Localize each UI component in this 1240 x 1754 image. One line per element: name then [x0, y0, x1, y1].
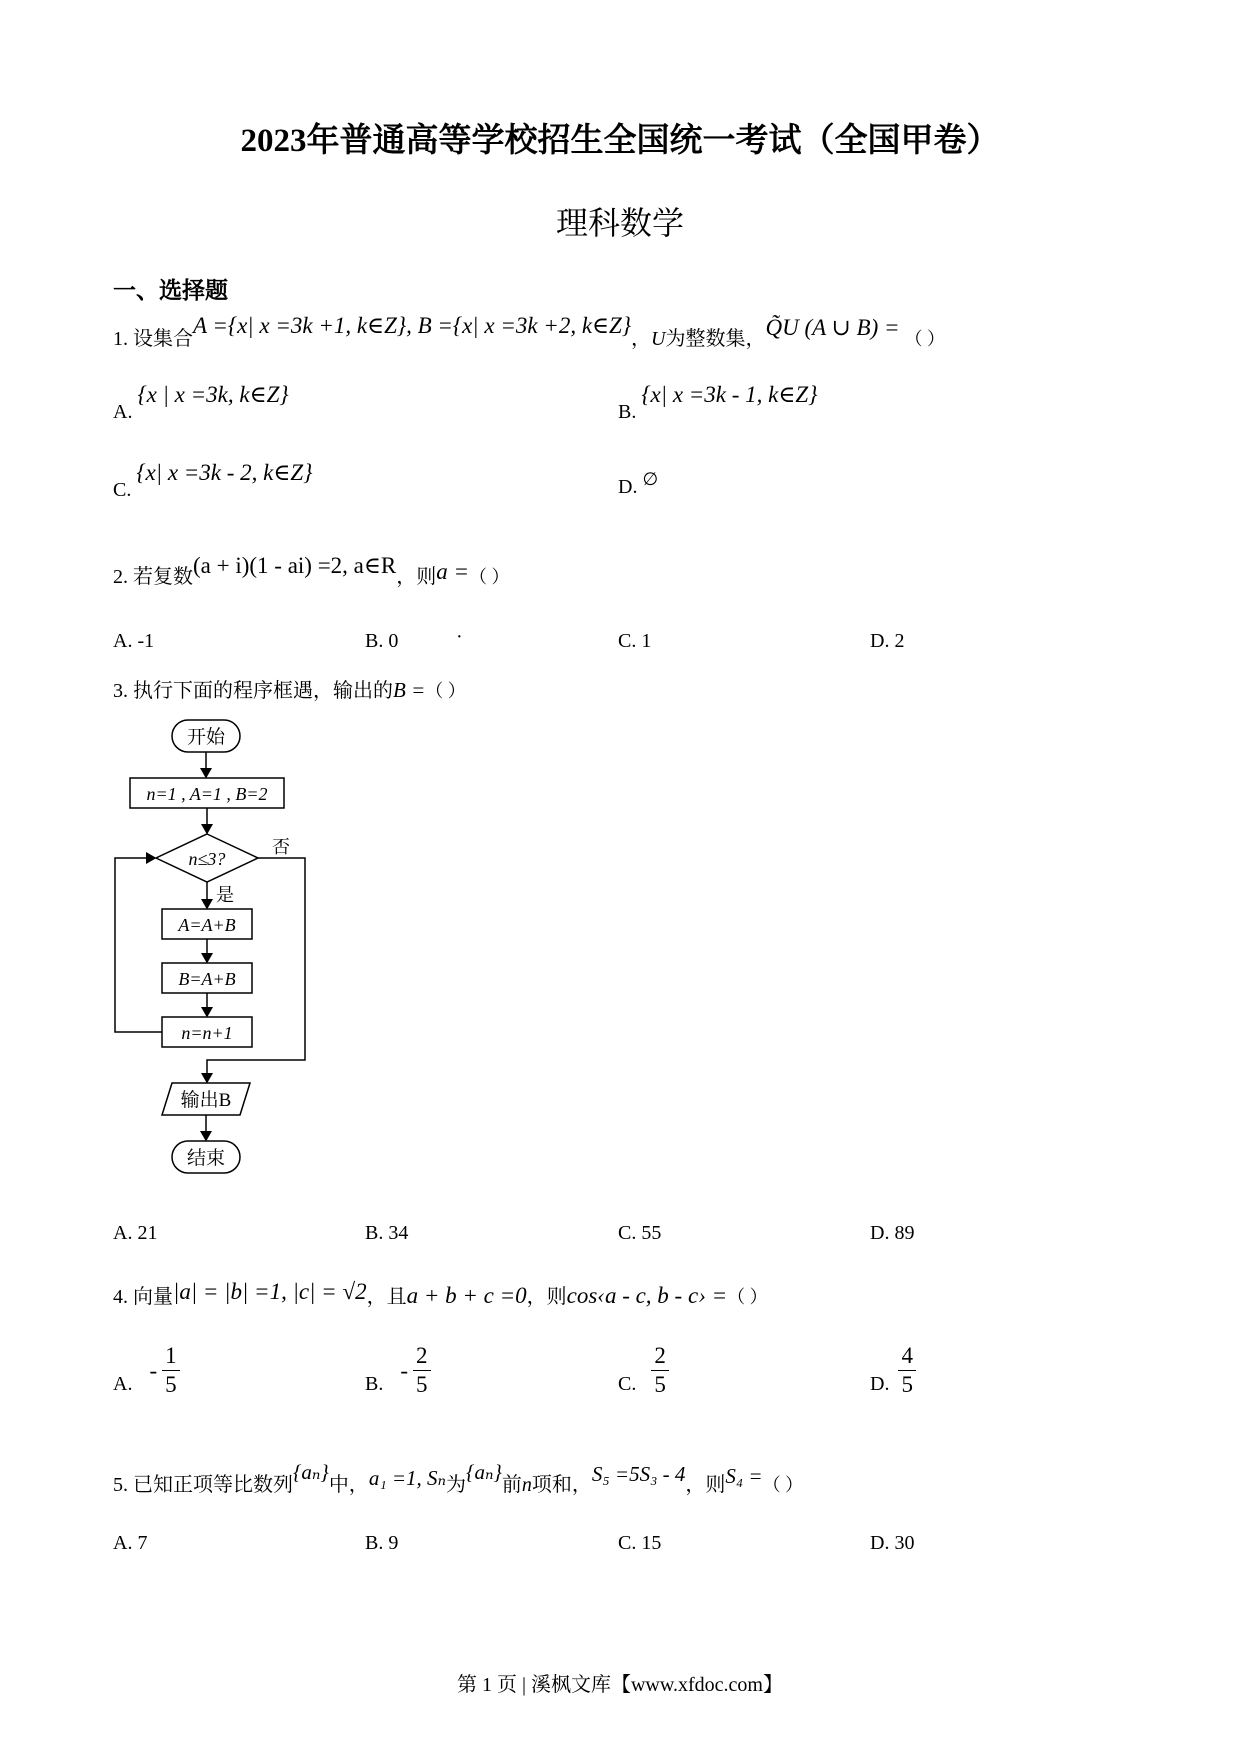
q3-option-c: C. 55: [618, 1222, 662, 1244]
q2-complex-formula: (a + i)(1 - ai) =2, a∈R: [193, 553, 397, 578]
flow-start-label: 开始: [186, 727, 226, 748]
question-1-stem: [113, 313, 946, 351]
q1-option-b-formula: {x| x =3k - 1, k∈Z}: [641, 382, 818, 407]
q5-seq-formula-2: {aₙ}: [466, 1460, 502, 1484]
q4-option-a-denominator: 5: [165, 1372, 177, 1397]
q1-option-a-label: A.: [113, 401, 133, 423]
q4-option-d-fraction: [898, 1342, 916, 1399]
q5-answer-paren: （ ）: [762, 1475, 804, 1495]
q5-option-c: C. 15: [618, 1532, 662, 1554]
q2-stem-text: ，则: [396, 566, 437, 588]
q1-option-d-formula: ∅: [642, 469, 659, 489]
q5-stem-text3: 前: [501, 1474, 522, 1496]
q4-option-b: [365, 1342, 431, 1399]
q5-stem-text2: 为: [446, 1474, 467, 1496]
q4-option-a-numerator: 1: [162, 1342, 180, 1371]
q1-option-d-label: D.: [618, 476, 638, 498]
q1-stem-prefix: 1. 设集合: [113, 328, 193, 350]
q2-option-b: B. 0: [365, 630, 399, 652]
q1-option-c: [113, 460, 313, 502]
q4-option-a-sign: -: [149, 1357, 158, 1383]
q4-option-a-label: A.: [113, 1373, 133, 1395]
q4-option-c-label: C.: [618, 1373, 637, 1395]
q1-stem-text: 为整数集，: [665, 328, 766, 350]
question-2-stem: [113, 553, 510, 589]
q3-option-d: D. 89: [870, 1222, 915, 1244]
q4-option-c-denominator: 5: [654, 1372, 666, 1397]
q4-stem-prefix: 4. 向量: [113, 1286, 173, 1308]
q1-option-b: [618, 382, 818, 424]
flow-loop-back: [115, 858, 162, 1032]
question-4-stem: [113, 1280, 768, 1309]
q4-option-d-label: D.: [870, 1373, 890, 1395]
q3-b-formula: B =: [393, 678, 426, 702]
question-5-stem: [113, 1460, 804, 1497]
flow-output-label: 输出B: [180, 1090, 232, 1111]
flow-init-label: n=1 , A=1 , B=2: [146, 784, 268, 804]
q1-option-c-label: C.: [113, 479, 132, 501]
q4-option-b-numerator: 2: [413, 1342, 431, 1371]
q3-option-b: B. 34: [365, 1222, 409, 1244]
q2-answer-paren: （ ）: [469, 567, 510, 587]
q2-option-c: C. 1: [618, 630, 652, 652]
flow-no-label: 否: [272, 837, 290, 857]
q4-option-b-sign: -: [400, 1357, 409, 1383]
q4-answer-paren: （ ）: [727, 1287, 768, 1307]
q4-option-c: [618, 1342, 669, 1399]
q3-option-a: A. 21: [113, 1222, 158, 1244]
page-title: 2023年普通高等学校招生全国统一考试（全国甲卷）: [240, 123, 1000, 159]
q1-complement-formula: Q̃U (A ∪ B) =: [765, 315, 900, 340]
q5-stem-text4: 项和，: [531, 1474, 592, 1496]
q4-sum-formula: a + b + c =0: [406, 1283, 527, 1308]
q1-option-a: [113, 382, 289, 424]
q4-option-b-denominator: 5: [416, 1372, 428, 1397]
q5-option-d: D. 30: [870, 1532, 915, 1554]
question-3-stem: [113, 674, 466, 703]
q2-option-d: D. 2: [870, 630, 905, 652]
q1-option-d: [618, 469, 659, 499]
q1-set-formula: A ={x| x =3k +1, k∈Z}, B ={x| x =3k +2, k∈Z}: [193, 313, 632, 338]
q4-option-b-label: B.: [365, 1373, 384, 1395]
page-footer: 第 1 页 | 溪枫文库【www.xfdoc.com】: [456, 1674, 783, 1696]
flow-step3-label: n=n+1: [181, 1023, 233, 1043]
section-heading: 一、选择题: [113, 278, 228, 303]
q4-option-d-denominator: 5: [901, 1372, 913, 1397]
q2-option-a: A. -1: [113, 630, 155, 652]
q5-option-b: B. 9: [365, 1532, 399, 1554]
q5-s4-formula: S₄ =: [725, 1464, 763, 1488]
q1-option-a-formula: {x | x =3k, k∈Z}: [137, 382, 289, 407]
q3-answer-paren: （ ）: [425, 681, 466, 701]
q2-a-formula: a =: [436, 559, 470, 584]
q5-n-symbol: n: [521, 1474, 532, 1496]
q2-stray-dot: ·: [456, 626, 463, 648]
flow-decision-label: n≤3?: [188, 849, 226, 869]
flow-step2-label: B=A+B: [178, 969, 236, 989]
q4-option-d-numerator: 4: [898, 1342, 916, 1371]
q4-stem-text2: ，则: [526, 1286, 567, 1308]
q1-stem-comma: ，: [631, 328, 652, 350]
q4-option-c-numerator: 2: [651, 1342, 669, 1371]
q4-option-c-fraction: [651, 1342, 669, 1399]
q3-flowchart: [100, 710, 330, 1200]
q1-option-b-label: B.: [618, 401, 637, 423]
q4-cos-formula: cos‹a - c, b - c› =: [566, 1283, 728, 1308]
q5-stem-text: 中，: [328, 1474, 369, 1496]
q1-option-c-formula: {x| x =3k - 2, k∈Z}: [136, 460, 313, 485]
q5-stem-text5: ，则: [685, 1474, 726, 1496]
flow-step1-label: A=A+B: [178, 915, 236, 935]
q4-option-a: [113, 1342, 180, 1399]
q5-option-a: A. 7: [113, 1532, 148, 1554]
q4-option-d: [870, 1342, 916, 1399]
q4-norm-formula: |a| = |b| =1, |c| = √2: [173, 1279, 367, 1304]
q5-seq-formula: {aₙ}: [293, 1460, 329, 1484]
q1-universe-symbol: U: [651, 328, 666, 350]
q1-answer-paren: （ ）: [904, 329, 946, 349]
flow-yes-label: 是: [216, 885, 234, 905]
q4-option-b-fraction: [413, 1342, 431, 1399]
q5-sum-relation-formula: S₅ =5S₃ - 4: [591, 1462, 686, 1486]
q4-stem-text: ，且: [366, 1286, 407, 1308]
q3-stem-prefix: 3. 执行下面的程序框遇，输出的: [113, 680, 393, 702]
q5-stem-prefix: 5. 已知正项等比数列: [113, 1474, 293, 1496]
flow-end-label: 结束: [186, 1148, 226, 1169]
q4-option-a-fraction: [162, 1342, 180, 1399]
q5-init-formula: a₁ =1, Sₙ: [368, 1466, 447, 1490]
page-subtitle: 理科数学: [555, 205, 684, 241]
q2-stem-prefix: 2. 若复数: [113, 566, 193, 588]
